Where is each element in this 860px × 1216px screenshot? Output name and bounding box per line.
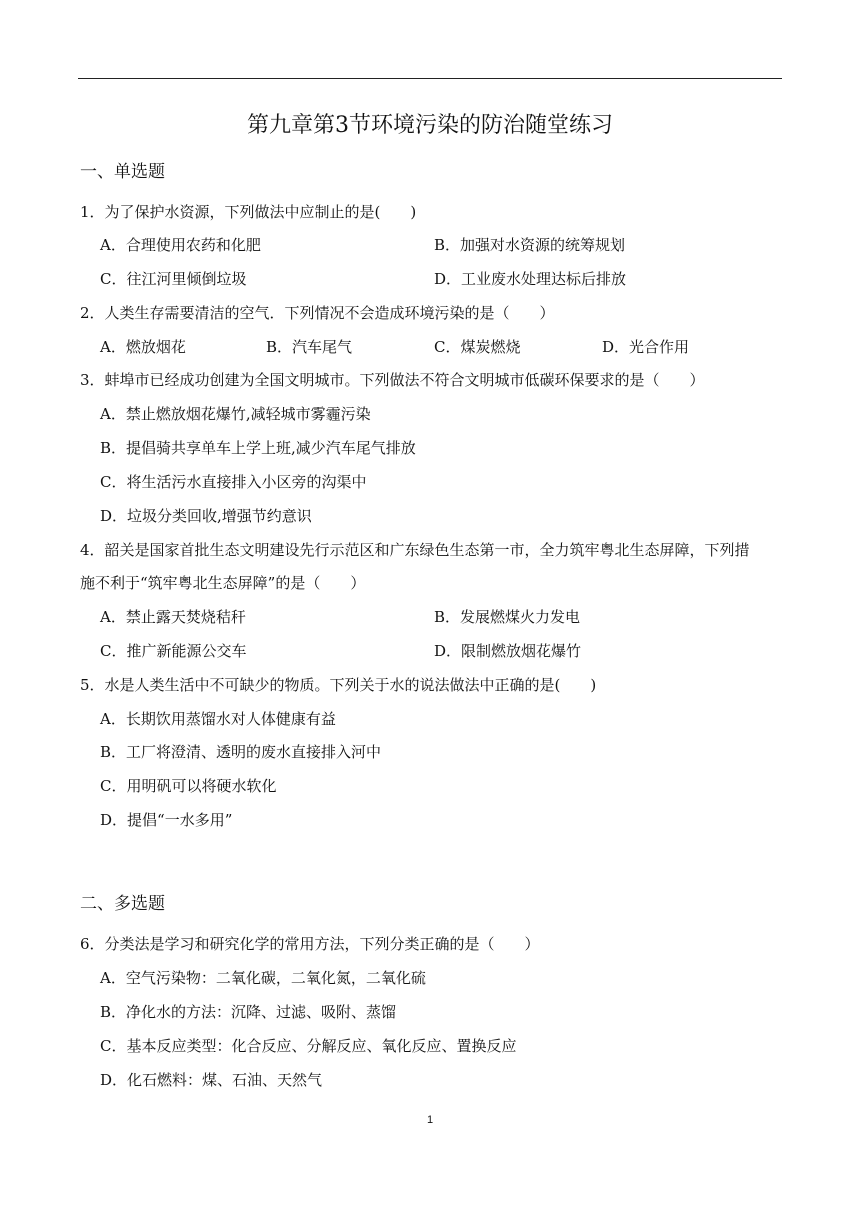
question-5-option-a: A．长期饮用蒸馏水对人体健康有益 bbox=[100, 710, 336, 728]
question-4-stem-continued: 施不利于“筑牢粤北生态屏障”的是（ ） bbox=[80, 574, 366, 592]
question-3-option-a: A．禁止燃放烟花爆竹,减轻城市雾霾污染 bbox=[100, 405, 371, 423]
question-6-stem: 6．分类法是学习和研究化学的常用方法，下列分类正确的是（ ） bbox=[80, 935, 540, 953]
header-rule bbox=[78, 78, 782, 79]
question-3-option-c: C．将生活污水直接排入小区旁的沟渠中 bbox=[100, 473, 367, 491]
question-5-option-c: C．用明矾可以将硬水软化 bbox=[100, 777, 277, 795]
question-1-stem: 1．为了保护水资源，下列做法中应制止的是( ) bbox=[80, 203, 417, 221]
question-5-option-d: D．提倡“一水多用” bbox=[100, 811, 233, 829]
question-3-stem: 3．蚌埠市已经成功创建为全国文明城市。下列做法不符合文明城市低碳环保要求的是（ ） bbox=[80, 371, 705, 389]
question-6-option-d: D．化石燃料：煤、石油、天然气 bbox=[100, 1071, 323, 1089]
question-4-option-b: B．发展燃煤火力发电 bbox=[434, 608, 581, 626]
question-4-option-c: C．推广新能源公交车 bbox=[100, 642, 247, 660]
question-1-option-d: D．工业废水处理达标后排放 bbox=[434, 270, 627, 288]
question-1-option-c: C．往江河里倾倒垃圾 bbox=[100, 270, 247, 288]
section-heading-single: 一、单选题 bbox=[80, 162, 165, 182]
question-4-stem: 4．韶关是国家首批生态文明建设先行示范区和广东绿色生态第一市，全力筑牢粤北生态屏障，下列措 bbox=[80, 541, 750, 559]
question-5-option-b: B．工厂将澄清、透明的废水直接排入河中 bbox=[100, 743, 382, 761]
question-4-option-d: D．限制燃放烟花爆竹 bbox=[434, 642, 582, 660]
question-6-option-b: B．净化水的方法：沉降、过滤、吸附、蒸馏 bbox=[100, 1003, 397, 1021]
question-1-option-b: B．加强对水资源的统筹规划 bbox=[434, 236, 626, 254]
question-6-option-a: A．空气污染物：二氧化碳，二氧化氮，二氧化硫 bbox=[100, 969, 426, 987]
question-1-option-a: A．合理使用农药和化肥 bbox=[100, 236, 261, 254]
question-2-option-b: B．汽车尾气 bbox=[266, 338, 353, 356]
question-6-option-c: C．基本反应类型：化合反应、分解反应、氧化反应、置换反应 bbox=[100, 1037, 517, 1055]
question-2-option-c: C．煤炭燃烧 bbox=[434, 338, 521, 356]
section-heading-multi: 二、多选题 bbox=[80, 894, 165, 914]
question-2-option-d: D．光合作用 bbox=[602, 338, 690, 356]
question-2-stem: 2．人类生存需要清洁的空气．下列情况不会造成环境污染的是（ ） bbox=[80, 304, 555, 322]
question-4-option-a: A．禁止露天焚烧秸秆 bbox=[100, 608, 246, 626]
question-3-option-d: D．垃圾分类回收,增强节约意识 bbox=[100, 507, 312, 525]
page-title: 第九章第3节环境污染的防治随堂练习 bbox=[247, 113, 613, 138]
question-5-stem: 5．水是人类生活中不可缺少的物质。下列关于水的说法做法中正确的是( ) bbox=[80, 676, 597, 694]
question-2-option-a: A．燃放烟花 bbox=[100, 338, 186, 356]
page-number: 1 bbox=[426, 1114, 434, 1126]
question-3-option-b: B．提倡骑共享单车上学上班,减少汽车尾气排放 bbox=[100, 439, 416, 457]
